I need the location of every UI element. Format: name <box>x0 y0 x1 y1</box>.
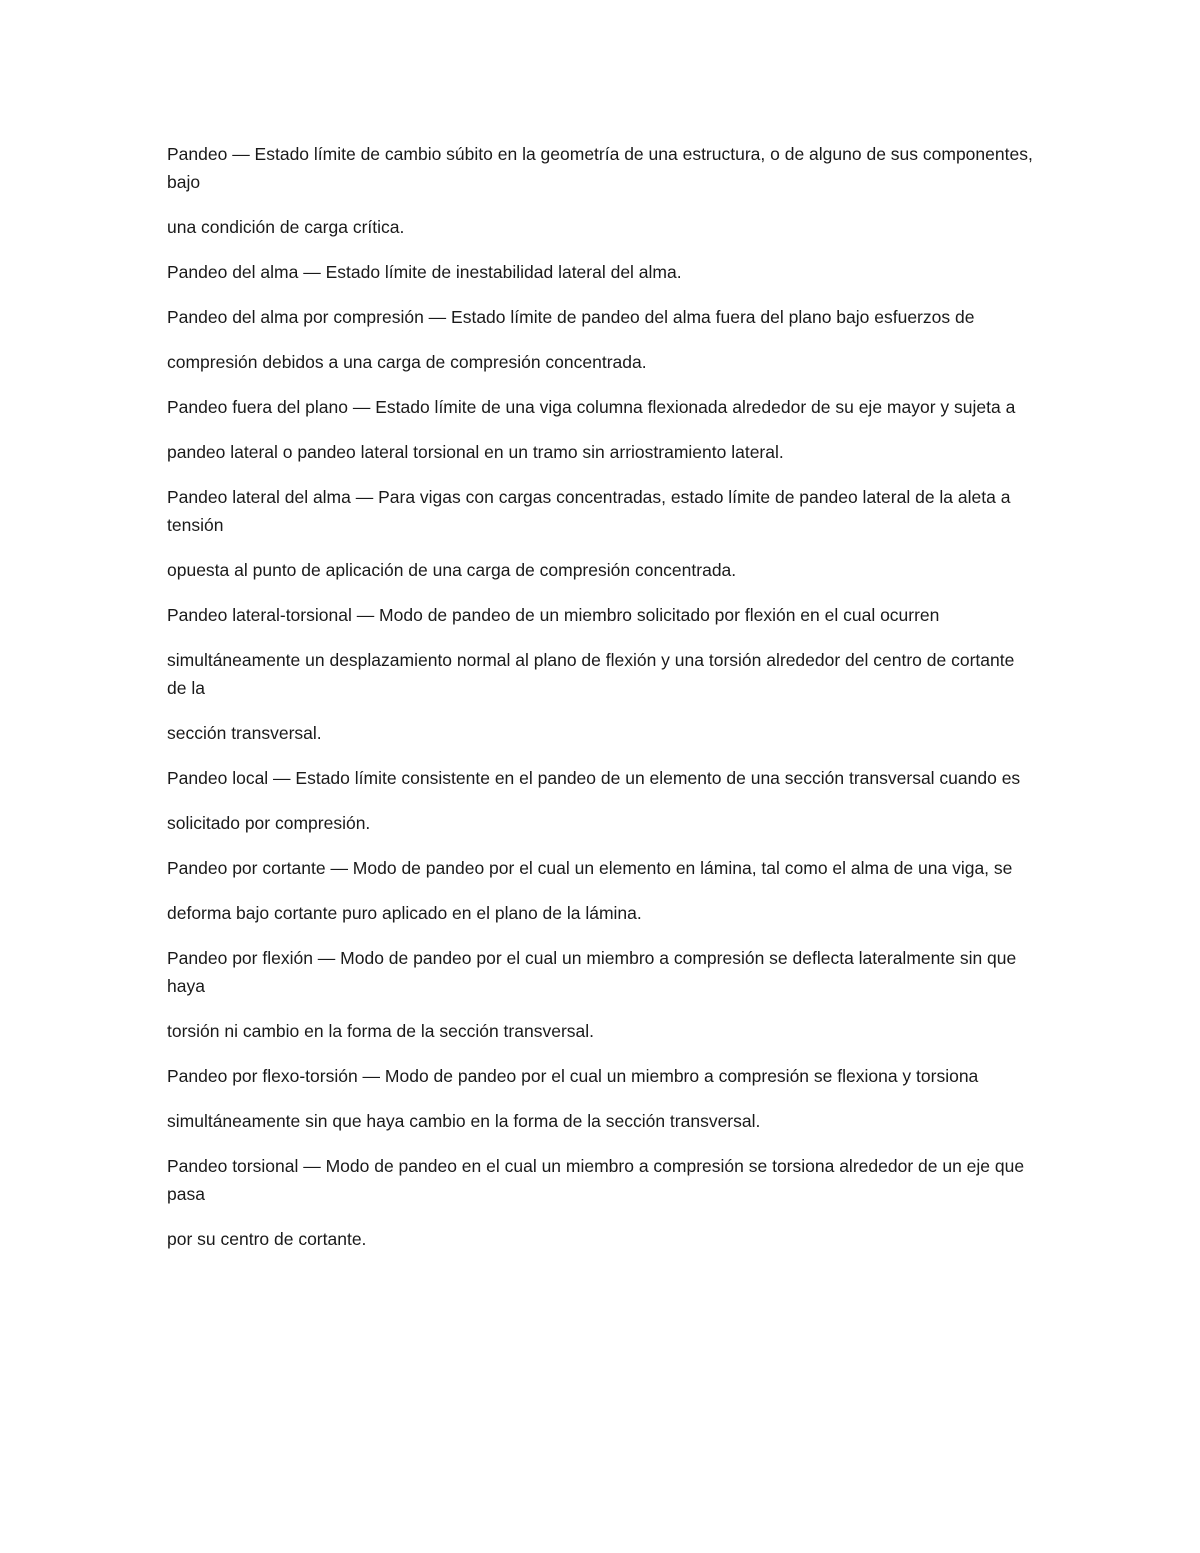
paragraph-pandeo-torsional-cont: por su centro de cortante. <box>167 1229 367 1249</box>
paragraph-pandeo-lateral-torsional-end: sección transversal. <box>167 723 322 743</box>
paragraph-pandeo-lateral-alma-cont: opuesta al punto de aplicación de una carga de compresión concentrada. <box>167 560 737 580</box>
paragraph-pandeo-lateral-alma: Pandeo lateral del alma — Para vigas con cargas concentradas, estado límite de pandeo lateral de la aleta a tensión <box>167 487 1011 535</box>
paragraph-pandeo: Pandeo — Estado límite de cambio súbito en la geometría de una estructura, o de alguno de sus componentes, bajo <box>167 144 1033 192</box>
paragraph-pandeo-fuera-plano: Pandeo fuera del plano — Estado límite de una viga columna flexionada alrededor de su eje mayor y sujeta a <box>167 397 1016 417</box>
paragraph-pandeo-lateral-torsional-cont: simultáneamente un desplazamiento normal al plano de flexión y una torsión alrededor del centro de cortante de la <box>167 650 1015 698</box>
document-page <box>167 140 1037 1270</box>
paragraph-pandeo-lateral-torsional: Pandeo lateral-torsional — Modo de pandeo de un miembro solicitado por flexión en el cual ocurren <box>167 605 940 625</box>
paragraph-pandeo-flexo-torsion-cont: simultáneamente sin que haya cambio en la forma de la sección transversal. <box>167 1111 761 1131</box>
paragraph-pandeo-local: Pandeo local — Estado límite consistente en el pandeo de un elemento de una sección transversal cuando es <box>167 768 1021 788</box>
paragraph-pandeo-del-alma: Pandeo del alma — Estado límite de inestabilidad lateral del alma. <box>167 262 682 282</box>
paragraph-pandeo-cortante-cont: deforma bajo cortante puro aplicado en el plano de la lámina. <box>167 903 642 923</box>
paragraph-pandeo-alma-compresion: Pandeo del alma por compresión — Estado límite de pandeo del alma fuera del plano bajo esfuerzos de <box>167 307 975 327</box>
paragraph-pandeo-flexion-cont: torsión ni cambio en la forma de la sección transversal. <box>167 1021 595 1041</box>
paragraph-pandeo-cortante: Pandeo por cortante — Modo de pandeo por el cual un elemento en lámina, tal como el alma de una viga, se <box>167 858 1013 878</box>
paragraph-pandeo-cont: una condición de carga crítica. <box>167 217 405 237</box>
paragraph-pandeo-flexo-torsion: Pandeo por flexo-torsión — Modo de pandeo por el cual un miembro a compresión se flexiona y torsiona <box>167 1066 979 1086</box>
paragraph-pandeo-alma-compresion-cont: compresión debidos a una carga de compresión concentrada. <box>167 352 647 372</box>
paragraph-pandeo-local-cont: solicitado por compresión. <box>167 813 371 833</box>
paragraph-pandeo-torsional: Pandeo torsional — Modo de pandeo en el cual un miembro a compresión se torsiona alrededor de un eje que pasa <box>167 1156 1025 1204</box>
paragraph-pandeo-fuera-plano-cont: pandeo lateral o pandeo lateral torsional en un tramo sin arriostramiento lateral. <box>167 442 784 462</box>
paragraph-pandeo-flexion: Pandeo por flexión — Modo de pandeo por el cual un miembro a compresión se deflecta lateralmente sin que haya <box>167 948 1017 996</box>
